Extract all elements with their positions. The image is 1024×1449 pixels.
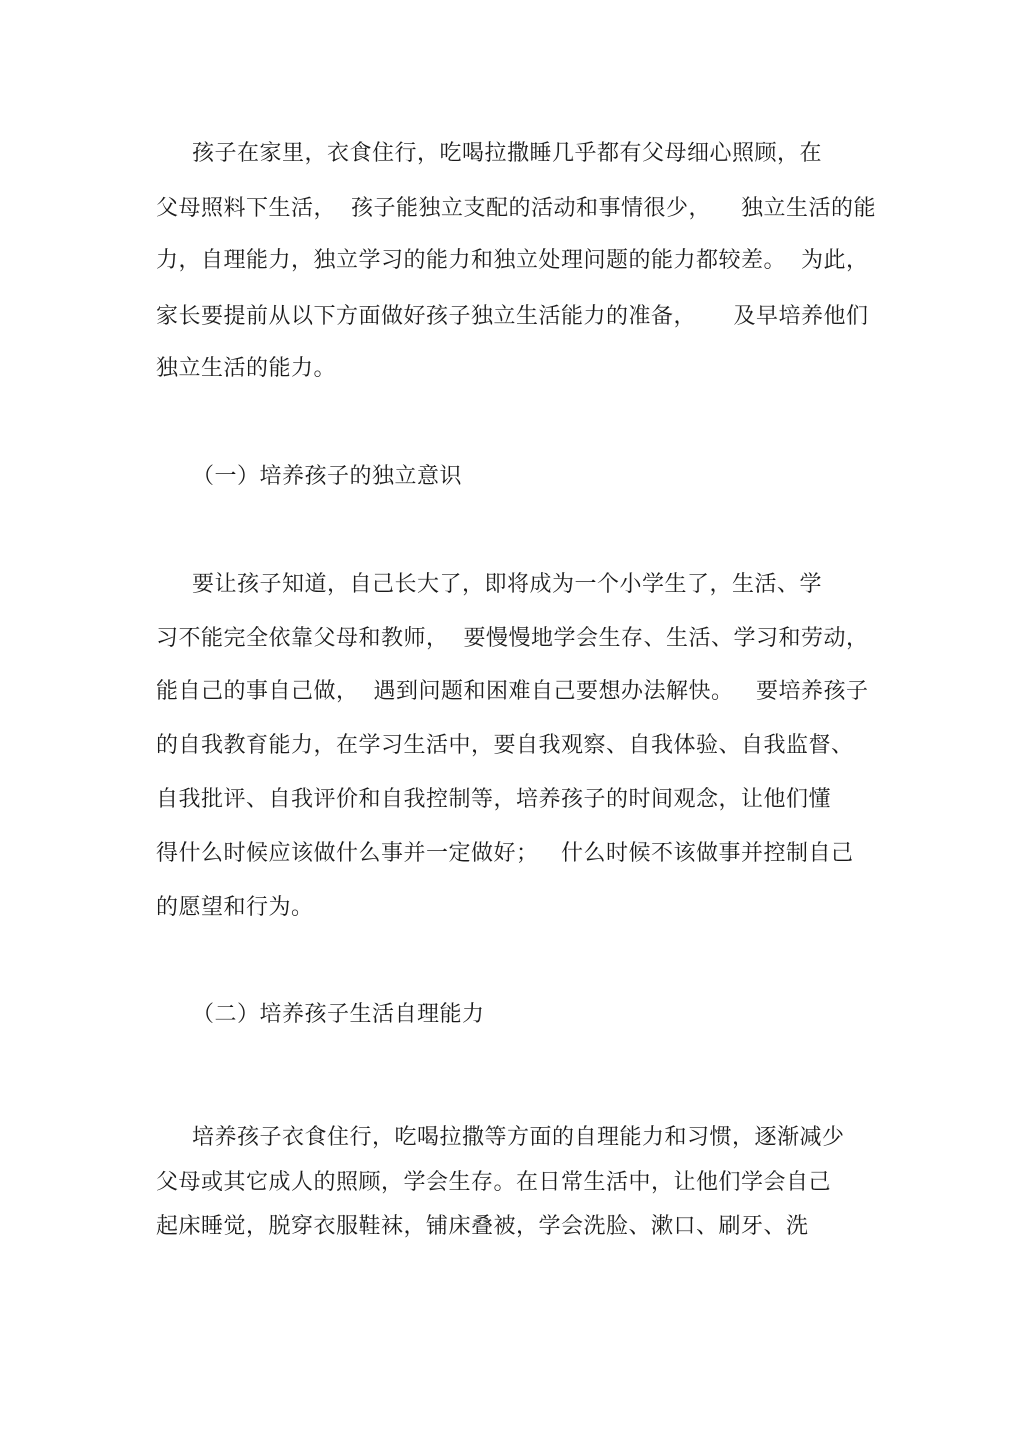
section-1-line-4: 的自我教育能力，在学习生活中，要自我观察、自我体验、自我监督、 xyxy=(156,733,854,758)
section-1-line-2: 习不能完全依靠父母和教师， 要慢慢地学会生存、生活、学习和劳动， xyxy=(156,626,869,651)
paragraph-1-line-1: 孩子在家里，衣食住行，吃喝拉撒睡几乎都有父母细心照顾，在 xyxy=(192,141,823,166)
paragraph-1-line-4: 家长要提前从以下方面做好孩子独立生活能力的准备， 及早培养他们 xyxy=(156,304,869,329)
section-1-line-6: 得什么时候应该做什么事并一定做好； 什么时候不该做事并控制自己 xyxy=(156,841,854,866)
section-1-line-1: 要让孩子知道，自己长大了，即将成为一个小学生了，生活、学 xyxy=(192,572,823,597)
section-1-line-3: 能自己的事自己做， 遇到问题和困难自己要想办法解快。 要培养孩子 xyxy=(156,679,869,704)
section-2-line-2: 父母或其它成人的照顾，学会生存。在日常生活中，让他们学会自己 xyxy=(156,1170,832,1195)
section-1-line-5: 自我批评、自我评价和自我控制等，培养孩子的时间观念，让他们懂 xyxy=(156,787,832,812)
section-2-heading: （二）培养孩子生活自理能力 xyxy=(192,1002,485,1027)
section-2-line-3: 起床睡觉，脱穿衣服鞋袜，铺床叠被，学会洗脸、漱口、刷牙、洗 xyxy=(156,1214,809,1239)
section-2-line-1: 培养孩子衣食住行，吃喝拉撒等方面的自理能力和习惯，逐渐减少 xyxy=(192,1125,845,1150)
section-1-heading: （一）培养孩子的独立意识 xyxy=(192,464,463,489)
section-1-line-7: 的愿望和行为。 xyxy=(156,895,314,920)
paragraph-1-line-3: 力，自理能力，独立学习的能力和独立处理问题的能力都较差。 为此， xyxy=(156,248,869,273)
paragraph-1-line-2: 父母照料下生活， 孩子能独立支配的活动和事情很少， 独立生活的能 xyxy=(156,196,876,221)
paragraph-1-line-5: 独立生活的能力。 xyxy=(156,356,337,381)
